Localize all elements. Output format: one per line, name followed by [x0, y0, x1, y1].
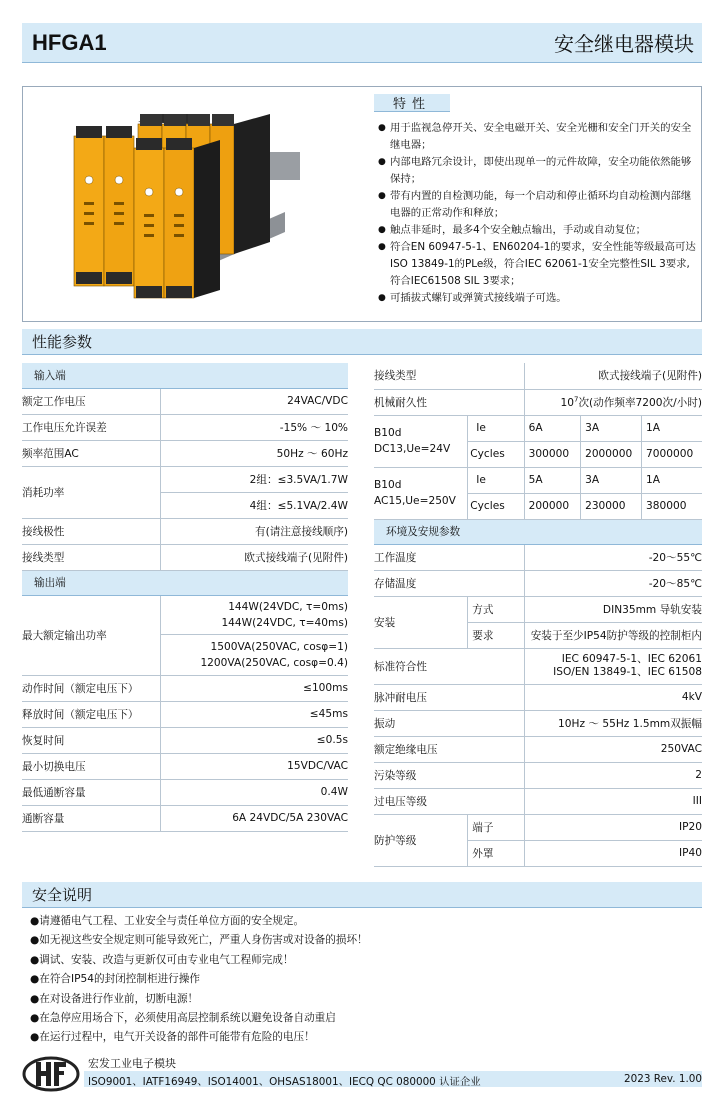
- hf-logo-icon: [22, 1056, 80, 1092]
- spec-label: 接线极性: [22, 518, 160, 544]
- safety-note: ●在符合IP54的封闭控制柜进行操作: [30, 973, 200, 986]
- ie-value: 3A: [581, 415, 642, 441]
- spec-value: ≤45ms: [160, 701, 348, 727]
- module-front-row: [74, 126, 220, 298]
- footer-company: 宏发工业电子模块: [88, 1057, 176, 1070]
- cycles-value: 230000: [581, 493, 642, 519]
- spec-value: 2组：≤3.5VA/1.7W: [160, 466, 348, 492]
- left-spec-table: [22, 363, 348, 832]
- b10d-ac-label: B10d AC15,Ue=250V: [374, 467, 468, 519]
- spec-value: 250VAC: [524, 736, 702, 762]
- env-header: 环境及安规参数: [374, 519, 702, 544]
- cycles-label: Cycles: [468, 493, 524, 519]
- spec-value: ≤0.5s: [160, 727, 348, 753]
- spec-value: 10Hz ～ 55Hz 1.5mm双振幅: [524, 710, 702, 736]
- performance-band: [22, 329, 702, 355]
- spec-label: 接线类型: [22, 544, 160, 570]
- spec-label: 消耗功率: [22, 466, 160, 518]
- ie-value: 1A: [642, 467, 702, 493]
- safety-note: ●请遵循电气工程、工业安全与责任单位方面的安全规定。: [30, 915, 305, 927]
- spec-value: -20～85℃: [524, 570, 702, 596]
- ie-label: Ie: [468, 415, 524, 441]
- spec-sublabel: 端子: [468, 814, 524, 840]
- right-spec-table: [374, 363, 702, 867]
- spec-value: 4组：≤5.1VA/2.4W: [160, 492, 348, 518]
- safety-band: [22, 882, 702, 908]
- ie-value: 6A: [524, 415, 580, 441]
- spec-value: IP40: [524, 840, 702, 866]
- spec-label: 通断容量: [22, 805, 160, 831]
- feature-item: ● 可插拔式螺钉或弹簧式接线端子可选。: [378, 290, 696, 307]
- spec-value: $10^7$次(动作频率7200次/小时): [524, 389, 702, 415]
- footer-certs: ISO9001、IATF16949、ISO14001、OHSAS18001、IECQ QC 080000 认证企业: [88, 1076, 481, 1088]
- spec-label: 振动: [374, 710, 524, 736]
- feature-item: ● 符合EN 60947-5-1、EN60204-1的要求，安全性能等级最高可达ISO 13849-1的PLe级，符合IEC 62061-1安全完整性SIL 3要求, 符合IEC61508 SIL 3要求；: [378, 239, 696, 290]
- feature-item: ● 用于监视急停开关、安全电磁开关、安全光栅和安全门开关的安全继电器；: [378, 120, 696, 154]
- spec-value: 安装于至少IP54防护等级的控制柜内: [524, 622, 702, 648]
- spec-value: -15% ～ 10%: [160, 414, 348, 440]
- spec-label: 最小切换电压: [22, 753, 160, 779]
- spec-sublabel: 方式: [468, 596, 524, 622]
- footer-revision: 2023 Rev. 1.00: [624, 1073, 702, 1085]
- spec-value: 有(请注意接线顺序): [160, 518, 348, 544]
- performance-title: 性能参数: [32, 333, 93, 351]
- safety-title: 安全说明: [32, 886, 93, 904]
- spec-label: 过电压等级: [374, 788, 524, 814]
- cycles-value: 7000000: [642, 441, 702, 467]
- ie-value: 5A: [524, 467, 580, 493]
- cycles-value: 300000: [524, 441, 580, 467]
- cycles-label: Cycles: [468, 441, 524, 467]
- feature-item: ● 带有内置的自检测功能，每一个启动和停止循环均自动检测内部继电器的正常动作和释放；: [378, 188, 696, 222]
- spec-value: 4kV: [524, 684, 702, 710]
- spec-label: 恢复时间: [22, 727, 160, 753]
- safety-note: ●如无视这些安全规定则可能导致死亡，严重人身伤害或对设备的损坏！: [30, 934, 368, 947]
- output-header: 输出端: [22, 570, 348, 595]
- spec-value: IP20: [524, 814, 702, 840]
- spec-value-group: [160, 595, 348, 634]
- spec-label: 额定绝缘电压: [374, 736, 524, 762]
- spec-label: 标准符合性: [374, 648, 524, 684]
- spec-value: 欧式接线端子(见附件): [524, 363, 702, 389]
- spec-label: 额定工作电压: [22, 388, 160, 414]
- product-photo: [70, 92, 300, 317]
- spec-value: III: [524, 788, 702, 814]
- safety-note: ●调试、安装、改造与更新仅可由专业电气工程师完成！: [30, 953, 294, 966]
- spec-value: 0.4W: [160, 779, 348, 805]
- spec-label: 污染等级: [374, 762, 524, 788]
- spec-label: 防护等级: [374, 814, 468, 866]
- spec-label: 释放时间（额定电压下）: [22, 701, 160, 727]
- spec-label: 最低通断容量: [22, 779, 160, 805]
- spec-label: 频率范围AC: [22, 440, 160, 466]
- spec-sublabel: 外罩: [468, 840, 524, 866]
- spec-label: 接线类型: [374, 363, 524, 389]
- features-tag: 特性: [374, 94, 450, 112]
- spec-value: 6A 24VDC/5A 230VAC: [160, 805, 348, 831]
- model-name: HFGA1: [32, 29, 107, 55]
- spec-value: ≤100ms: [160, 675, 348, 701]
- ie-value: 3A: [581, 467, 642, 493]
- spec-label: 机械耐久性: [374, 389, 524, 415]
- spec-label: 动作时间（额定电压下）: [22, 675, 160, 701]
- spec-label: 最大额定输出功率: [22, 595, 160, 675]
- cycles-value: 380000: [642, 493, 702, 519]
- safety-note: ●在急停应用场合下，必须使用高层控制系统以避免设备自动重启: [30, 1012, 336, 1025]
- spec-value: DIN35mm 导轨安装: [524, 596, 702, 622]
- safety-note: ●在对设备进行作业前，切断电源！: [30, 992, 199, 1005]
- spec-value: 1500VA(250VAC, cosφ=1): [210, 640, 348, 653]
- spec-label: 存储温度: [374, 570, 524, 596]
- spec-value-group: [160, 634, 348, 675]
- spec-label: 脉冲耐电压: [374, 684, 524, 710]
- safety-list: [30, 912, 690, 1048]
- features-list: [378, 120, 696, 307]
- cycles-value: 2000000: [581, 441, 642, 467]
- ie-value: 1A: [642, 415, 702, 441]
- feature-item: ● 触点非延时，最多4个安全触点输出，手动或自动复位；: [378, 222, 696, 239]
- spec-value: IEC 60947-5-1、IEC 62061: [561, 653, 702, 665]
- spec-value: 144W(24VDC, τ=40ms): [221, 616, 348, 629]
- feature-item: ● 内部电路冗余设计，即使出现单一的元件故障，安全功能依然能够保持；: [378, 154, 696, 188]
- spec-value: 24VAC/VDC: [160, 388, 348, 414]
- product-title: 安全继电器模块: [554, 32, 694, 56]
- input-header: 输入端: [22, 363, 348, 388]
- spec-label: 安装: [374, 596, 468, 648]
- spec-value: 50Hz ～ 60Hz: [160, 440, 348, 466]
- spec-value: 2: [524, 762, 702, 788]
- spec-label: 工作电压允许误差: [22, 414, 160, 440]
- ie-label: Ie: [468, 467, 524, 493]
- spec-value: ISO/EN 13849-1、IEC 61508: [553, 666, 702, 678]
- cycles-value: 200000: [524, 493, 580, 519]
- spec-value: 15VDC/VAC: [160, 753, 348, 779]
- spec-value: 欧式接线端子(见附件): [160, 544, 348, 570]
- spec-value: 144W(24VDC, τ=0ms): [228, 600, 348, 613]
- spec-value: -20～55℃: [524, 544, 702, 570]
- spec-value-group: [524, 648, 702, 684]
- safety-note: ●在运行过程中，电气开关设备的部件可能带有危险的电压！: [30, 1031, 315, 1044]
- b10d-dc-label: B10d DC13,Ue=24V: [374, 415, 468, 467]
- spec-label: 工作温度: [374, 544, 524, 570]
- spec-sublabel: 要求: [468, 622, 524, 648]
- spec-value: 1200VA(250VAC, cosφ=0.4): [200, 656, 348, 669]
- header-band: [22, 23, 702, 63]
